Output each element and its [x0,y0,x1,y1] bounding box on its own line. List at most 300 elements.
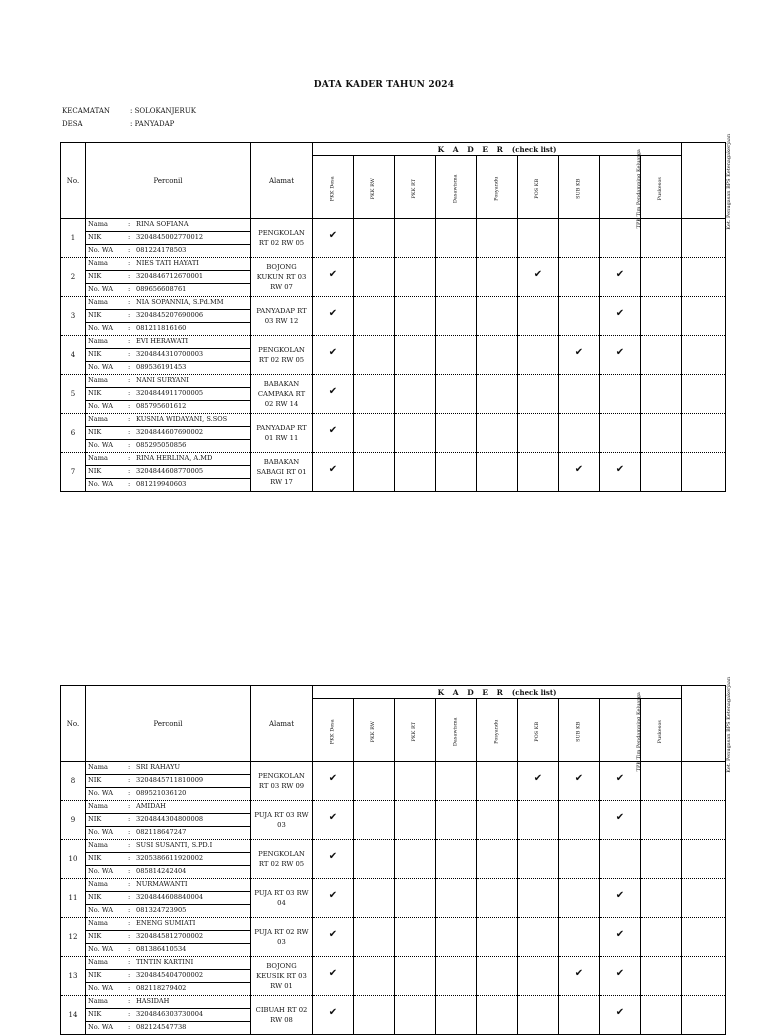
field-label: No. WA [88,789,114,797]
check-cell[interactable] [477,219,518,258]
check-cell[interactable] [395,996,436,1035]
check-cell[interactable] [559,918,600,957]
row-number: 11 [61,879,86,918]
personil-cell [86,840,251,879]
check-cell[interactable] [436,957,477,996]
check-cell[interactable] [559,879,600,918]
check-cell[interactable] [395,879,436,918]
check-cell[interactable] [559,762,600,801]
check-cell[interactable] [518,957,559,996]
header-col-3 [436,156,477,219]
field-value: 081211816160 [136,324,187,332]
check-cell[interactable] [354,996,395,1035]
field-colon: : [128,376,131,384]
header-col-7 [600,148,642,229]
check-cell[interactable] [682,996,726,1035]
field-value: 085795601612 [136,402,187,410]
field-label: Nama [88,454,108,462]
check-list-label: (check list) [511,687,557,697]
check-cell[interactable] [313,801,354,840]
personil-nama [86,918,250,931]
field-colon: : [128,932,131,940]
check-cell[interactable] [477,801,518,840]
table-row [61,996,726,1035]
field-value: HASIDAH [136,997,170,1005]
check-cell[interactable] [313,957,354,996]
check-cell[interactable] [641,918,682,957]
check-mark-icon: ✔ [574,346,584,358]
check-cell[interactable] [395,297,436,336]
check-cell[interactable] [436,918,477,957]
field-label: Nama [88,880,108,888]
field-label: Nama [88,337,108,345]
check-mark-icon: ✔ [328,850,338,862]
check-mark-icon: ✔ [615,1006,625,1018]
personil-cell [86,918,251,957]
row-number: 2 [61,258,86,297]
check-cell[interactable] [600,801,641,840]
meta-kecamatan [62,107,196,115]
check-cell[interactable] [641,957,682,996]
check-cell[interactable] [436,297,477,336]
check-cell[interactable] [436,801,477,840]
check-cell[interactable] [682,453,726,492]
table-row [61,219,726,258]
check-cell[interactable] [313,453,354,492]
check-cell[interactable] [313,297,354,336]
header-col-7 [600,691,642,772]
check-cell[interactable] [354,918,395,957]
check-cell[interactable] [518,879,559,918]
check-cell[interactable] [436,879,477,918]
header-col-label: Dasawisma [452,717,459,746]
check-cell[interactable] [395,918,436,957]
check-cell[interactable] [641,996,682,1035]
field-value: 085295050856 [136,441,187,449]
personil-nik [86,775,250,788]
table-row [61,957,726,996]
check-mark-icon: ✔ [533,772,543,784]
field-label: NIK [88,815,102,823]
check-cell[interactable] [395,258,436,297]
field-value: 3204844608840004 [136,893,204,901]
check-cell[interactable] [436,414,477,453]
check-cell[interactable] [477,453,518,492]
field-label: Nama [88,220,108,228]
check-cell[interactable] [641,297,682,336]
check-cell[interactable] [518,918,559,957]
check-cell[interactable] [395,957,436,996]
kader-table-2 [60,677,733,1035]
check-cell[interactable] [641,258,682,297]
personil-nama [86,297,250,310]
header-col-6 [559,156,600,219]
check-cell[interactable] [395,840,436,879]
check-cell[interactable] [313,762,354,801]
check-cell[interactable] [641,762,682,801]
check-cell[interactable] [477,840,518,879]
check-cell[interactable] [559,219,600,258]
check-mark-icon: ✔ [615,889,625,901]
personil-cell [86,336,251,375]
row-number: 4 [61,336,86,375]
check-cell[interactable] [477,297,518,336]
meta-label: DESA [62,120,83,128]
check-mark-icon: ✔ [574,967,584,979]
field-colon: : [128,841,131,849]
check-cell[interactable] [354,453,395,492]
field-colon: : [128,350,131,358]
header-col-label: Dasawisma [452,174,459,203]
check-cell[interactable] [559,801,600,840]
field-label: No. WA [88,285,114,293]
row-number: 12 [61,918,86,957]
field-value: 3204845207690006 [136,311,204,319]
check-cell[interactable] [354,219,395,258]
check-cell[interactable] [395,762,436,801]
check-cell[interactable] [477,879,518,918]
table-row [61,879,726,918]
check-cell[interactable] [600,297,641,336]
header-ket-label: Ket. Penugasan BPS Ketenagakerjaan [726,134,733,230]
table-row [61,336,726,375]
check-cell[interactable] [436,762,477,801]
row-number: 10 [61,840,86,879]
check-cell[interactable] [682,414,726,453]
header-col-label: PKK Desa [329,176,336,201]
personil-wa [86,788,250,800]
check-cell[interactable] [313,258,354,297]
personil-cell [86,957,251,996]
check-cell[interactable] [559,336,600,375]
check-cell[interactable] [436,336,477,375]
check-cell[interactable] [477,336,518,375]
table-row [61,840,726,879]
field-value: RINA HERLINA, A.MD [136,454,213,462]
check-cell[interactable] [354,762,395,801]
check-mark-icon: ✔ [328,928,338,940]
check-mark-icon: ✔ [328,424,338,436]
personil-wa [86,245,250,257]
check-cell[interactable] [518,336,559,375]
field-label: No. WA [88,1023,114,1031]
check-cell[interactable] [682,297,726,336]
header-col-2 [395,156,436,219]
personil-nik [86,1009,250,1022]
check-cell[interactable] [518,414,559,453]
check-cell[interactable] [641,801,682,840]
field-colon: : [128,259,131,267]
header-col-5 [518,156,559,219]
check-cell[interactable] [354,801,395,840]
check-cell[interactable] [559,375,600,414]
personil-nama [86,336,250,349]
check-cell[interactable] [641,840,682,879]
field-colon: : [128,246,131,254]
header-personil: Perconil [86,143,251,219]
check-cell[interactable] [518,375,559,414]
check-cell[interactable] [354,336,395,375]
check-mark-icon: ✔ [615,967,625,979]
field-label: NIK [88,893,102,901]
field-colon: : [128,415,131,423]
check-cell[interactable] [682,762,726,801]
field-colon: : [128,285,131,293]
field-colon: : [128,428,131,436]
meta-desa [62,120,174,128]
check-cell[interactable] [641,336,682,375]
field-label: No. WA [88,324,114,332]
check-cell[interactable] [559,414,600,453]
check-cell[interactable] [682,375,726,414]
check-mark-icon: ✔ [615,928,625,940]
check-cell[interactable] [395,336,436,375]
row-number: 9 [61,801,86,840]
field-value: NIES TATI HAYATI [136,259,199,267]
personil-nik [86,388,250,401]
header-no: No. [61,686,86,762]
check-cell[interactable] [354,297,395,336]
check-cell[interactable] [313,879,354,918]
field-label: Nama [88,841,108,849]
check-cell[interactable] [641,219,682,258]
personil-nama [86,879,250,892]
personil-wa [86,284,250,296]
check-cell[interactable] [477,414,518,453]
field-value: 3204845002770012 [136,233,204,241]
check-cell[interactable] [641,375,682,414]
check-cell[interactable] [600,336,641,375]
personil-wa [86,323,250,335]
check-mark-icon: ✔ [615,811,625,823]
field-colon: : [128,867,131,875]
personil-nik [86,814,250,827]
alamat-cell: PANYADAP RT 01 RW 11 [251,414,313,453]
field-colon: : [128,1010,131,1018]
field-colon: : [128,220,131,228]
check-cell[interactable] [600,414,641,453]
check-cell[interactable] [354,957,395,996]
check-cell[interactable] [518,297,559,336]
check-cell[interactable] [682,258,726,297]
check-cell[interactable] [313,996,354,1035]
field-colon: : [128,828,131,836]
check-cell[interactable] [477,258,518,297]
personil-wa [86,983,250,995]
check-cell[interactable] [518,453,559,492]
field-label: Nama [88,415,108,423]
check-cell[interactable] [477,375,518,414]
check-cell[interactable] [313,336,354,375]
field-colon: : [128,324,131,332]
field-colon: : [128,919,131,927]
header-col-label: PKK RT [411,721,418,742]
check-cell[interactable] [518,219,559,258]
personil-cell [86,996,251,1035]
check-cell[interactable] [313,219,354,258]
kader-table-1 [60,134,733,492]
field-label: Nama [88,919,108,927]
check-cell[interactable] [559,996,600,1035]
header-col-4 [477,699,518,762]
check-cell[interactable] [641,453,682,492]
row-number: 6 [61,414,86,453]
check-cell[interactable] [600,879,641,918]
check-mark-icon: ✔ [328,1006,338,1018]
check-cell[interactable] [313,375,354,414]
field-value: 082124547738 [136,1023,187,1031]
personil-cell [86,414,251,453]
check-cell[interactable] [641,414,682,453]
meta-value: : PANYADAP [130,120,175,128]
field-value: 3204844608770005 [136,467,204,475]
check-cell[interactable] [600,957,641,996]
header-ket-label: Ket. Penugasan BPS Ketenagakerjaan [726,677,733,773]
check-cell[interactable] [518,762,559,801]
field-colon: : [128,298,131,306]
check-mark-icon: ✔ [615,268,625,280]
check-cell[interactable] [682,801,726,840]
table-row [61,297,726,336]
field-colon: : [128,480,131,488]
field-colon: : [128,945,131,953]
check-cell[interactable] [477,996,518,1035]
field-value: 3204845711810009 [136,776,204,784]
field-colon: : [128,311,131,319]
field-label: Nama [88,802,108,810]
field-value: 089536191453 [136,363,187,371]
check-cell[interactable] [395,375,436,414]
field-value: 082118647247 [136,828,187,836]
header-col-1 [354,156,395,219]
check-cell[interactable] [682,918,726,957]
check-mark-icon: ✔ [615,346,625,358]
field-label: NIK [88,971,102,979]
row-number: 8 [61,762,86,801]
check-cell[interactable] [600,219,641,258]
check-cell[interactable] [354,414,395,453]
check-mark-icon: ✔ [615,307,625,319]
check-cell[interactable] [395,414,436,453]
check-cell[interactable] [682,219,726,258]
check-cell[interactable] [600,840,641,879]
check-cell[interactable] [354,258,395,297]
field-label: NIK [88,389,102,397]
check-cell[interactable] [436,258,477,297]
check-cell[interactable] [518,801,559,840]
header-col-0 [313,699,354,762]
field-value: 085814242404 [136,867,187,875]
check-cell[interactable] [477,762,518,801]
check-cell[interactable] [436,375,477,414]
personil-wa [86,944,250,956]
field-label: Nama [88,958,108,966]
field-colon: : [128,789,131,797]
field-colon: : [128,958,131,966]
personil-nama [86,762,250,775]
field-value: SRI RAHAYU [136,763,181,771]
check-cell[interactable] [436,219,477,258]
check-cell[interactable] [354,879,395,918]
check-cell[interactable] [436,453,477,492]
check-cell[interactable] [600,762,641,801]
row-number: 3 [61,297,86,336]
alamat-cell: PANYADAP RT 03 RW 12 [251,297,313,336]
check-cell[interactable] [477,918,518,957]
field-value: 3204844310700003 [136,350,204,358]
check-cell[interactable] [354,375,395,414]
personil-wa [86,866,250,878]
check-cell[interactable] [682,879,726,918]
check-cell[interactable] [682,840,726,879]
field-value: 081219940603 [136,480,187,488]
alamat-cell: PENGKOLAN RT 03 RW 09 [251,762,313,801]
check-mark-icon: ✔ [328,889,338,901]
check-cell[interactable] [600,453,641,492]
check-cell[interactable] [354,840,395,879]
check-cell[interactable] [559,957,600,996]
check-cell[interactable] [518,258,559,297]
check-cell[interactable] [518,840,559,879]
check-cell[interactable] [395,801,436,840]
check-cell[interactable] [600,258,641,297]
check-cell[interactable] [641,879,682,918]
check-cell[interactable] [313,840,354,879]
header-col-8 [641,699,682,762]
check-cell[interactable] [559,258,600,297]
check-cell[interactable] [559,840,600,879]
check-cell[interactable] [682,336,726,375]
header-col-8 [641,156,682,219]
check-cell[interactable] [559,297,600,336]
personil-cell [86,762,251,801]
personil-nik [86,892,250,905]
field-label: No. WA [88,441,114,449]
check-cell[interactable] [313,918,354,957]
check-cell[interactable] [395,453,436,492]
check-cell[interactable] [600,996,641,1035]
personil-wa [86,479,250,491]
check-cell[interactable] [559,453,600,492]
field-value: 3204844304800008 [136,815,204,823]
check-mark-icon: ✔ [328,967,338,979]
personil-cell [86,453,251,492]
field-label: NIK [88,272,102,280]
table-row [61,414,726,453]
check-mark-icon: ✔ [533,268,543,280]
personil-nik [86,310,250,323]
personil-cell [86,879,251,918]
check-cell[interactable] [436,996,477,1035]
check-cell[interactable] [395,219,436,258]
header-col-label: PKK RW [370,720,377,743]
check-mark-icon: ✔ [328,811,338,823]
alamat-cell: PENGKOLAN RT 02 RW 05 [251,336,313,375]
field-value: 3204846303730004 [136,1010,204,1018]
personil-nama [86,453,250,466]
check-cell[interactable] [600,918,641,957]
header-personil: Perconil [86,686,251,762]
check-cell[interactable] [682,957,726,996]
check-cell[interactable] [600,375,641,414]
field-value: 3204844607690002 [136,428,204,436]
field-value: 082118279402 [136,984,187,992]
field-value: SUSI SUSANTI, S.PD.I [136,841,213,849]
check-cell[interactable] [436,840,477,879]
check-cell[interactable] [518,996,559,1035]
check-cell[interactable] [313,414,354,453]
check-cell[interactable] [477,957,518,996]
